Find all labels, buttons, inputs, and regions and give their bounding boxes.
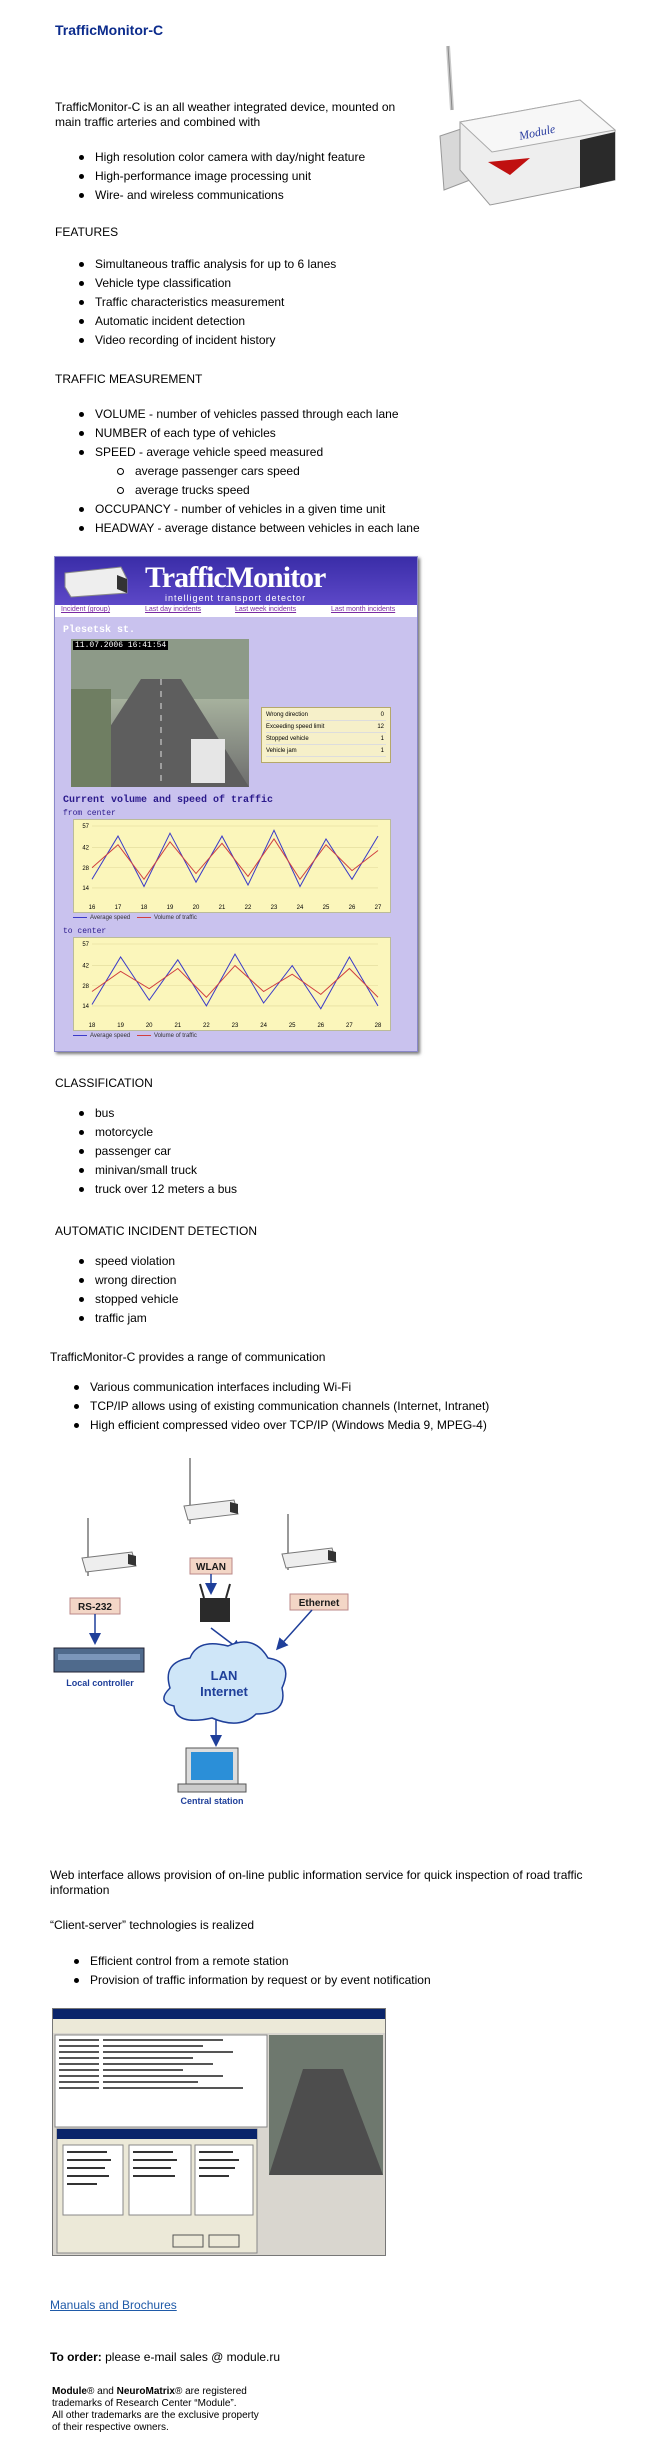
legend-volume: Volume of traffic <box>153 915 197 921</box>
camera-image <box>430 40 630 230</box>
chart-title: Current volume and speed of traffic <box>63 795 274 806</box>
y-tick-label: 28 <box>82 865 89 872</box>
x-tick-label: 24 <box>260 1023 267 1029</box>
chart-from-center <box>73 819 391 913</box>
list-item: bus <box>55 1104 455 1123</box>
list-item: Simultaneous traffic analysis for up to 6 lanes <box>55 255 455 274</box>
communication-list <box>50 1378 570 1435</box>
camera-brand: Module <box>517 121 557 143</box>
local-controller-label: Local controller <box>66 1678 134 1688</box>
list-item: High-performance image processing unit <box>55 167 455 186</box>
chart-subtitle-from: from center <box>63 809 116 818</box>
central-station-label: Central station <box>180 1796 244 1806</box>
series-line-speed <box>92 830 378 886</box>
camera-icon <box>184 1458 238 1524</box>
list-item: VOLUME - number of vehicles passed through each lane <box>55 405 475 424</box>
stat-value: 0 <box>380 712 384 718</box>
x-tick-label: 19 <box>166 905 174 911</box>
series-line-volume <box>92 839 378 879</box>
legend-speed: Average speed <box>90 915 131 921</box>
camera-icon <box>82 1518 136 1576</box>
list-item: truck over 12 meters a bus <box>55 1180 455 1199</box>
panel-header <box>55 557 417 605</box>
x-tick-label: 17 <box>114 905 122 911</box>
x-tick-label: 27 <box>346 1023 353 1029</box>
list-item: Traffic characteristics measurement <box>55 293 455 312</box>
x-tick-label: 28 <box>374 1023 382 1029</box>
measurement-heading: TRAFFIC MEASUREMENT <box>55 372 203 386</box>
x-tick-label: 23 <box>231 1023 239 1029</box>
stat-value: 12 <box>377 724 384 730</box>
x-tick-label: 16 <box>88 905 96 911</box>
wlan-label: WLAN <box>196 1562 226 1573</box>
trademark-text: trademarks of Research Center “Module”. <box>52 2398 237 2409</box>
x-tick-label: 24 <box>296 905 304 911</box>
legend-volume: Volume of traffic <box>153 1033 197 1039</box>
list-item: traffic jam <box>55 1309 455 1328</box>
client-server-text: “Client-server” technologies is realized <box>50 1918 255 1932</box>
client-list <box>50 1952 570 1990</box>
stat-value: 1 <box>380 736 384 742</box>
features-heading: FEATURES <box>55 225 119 239</box>
x-tick-label: 26 <box>317 1023 325 1029</box>
y-tick-label: 42 <box>82 845 89 852</box>
y-tick-label: 42 <box>82 963 89 970</box>
stat-value: 1 <box>380 748 384 754</box>
communication-intro: TrafficMonitor-C provides a range of communication <box>50 1350 326 1364</box>
panel-logo: TrafficMonitor <box>145 561 326 594</box>
list-item: average trucks speed <box>55 481 475 500</box>
list-item: High resolution color camera with day/night feature <box>55 148 455 167</box>
chart-to-center <box>73 937 391 1031</box>
road-camera-photo <box>71 639 249 787</box>
list-item: Wire- and wireless communications <box>55 186 455 205</box>
x-tick-label: 21 <box>218 905 226 911</box>
x-tick-label: 18 <box>140 905 148 911</box>
list-item: TCP/IP allows using of existing communication channels (Internet, Intranet) <box>50 1397 570 1416</box>
trademark-text: of their respective owners. <box>52 2422 169 2433</box>
list-item: Efficient control from a remote station <box>50 1952 570 1971</box>
list-item: motorcycle <box>55 1123 455 1142</box>
list-item: Provision of traffic information by request or by event notification <box>50 1971 570 1990</box>
chart-legend <box>73 1033 197 1039</box>
stat-label: Stopped vehicle <box>266 736 309 742</box>
list-item: average passenger cars speed <box>55 462 475 481</box>
trademark-notice <box>52 2386 352 2434</box>
list-item: Automatic incident detection <box>55 312 455 331</box>
classification-list <box>55 1104 455 1199</box>
nav-link[interactable]: Last day incidents <box>145 606 202 613</box>
incident-list <box>55 1252 455 1328</box>
local-controller-icon <box>54 1648 144 1672</box>
nav-link[interactable]: Last week incidents <box>235 606 297 613</box>
location-label: Plesetsk st. <box>63 625 136 636</box>
nav-link[interactable]: Last month incidents <box>331 606 396 613</box>
trademark-text: ® and <box>87 2386 117 2397</box>
x-tick-label: 20 <box>192 905 200 911</box>
incident-stats <box>261 707 391 763</box>
trademark-text: ® are registered <box>174 2386 247 2397</box>
wireless-router-icon <box>200 1584 230 1622</box>
features-list <box>55 255 455 350</box>
internet-label: Internet <box>200 1684 248 1699</box>
x-tick-label: 20 <box>145 1023 153 1029</box>
list-item: NUMBER of each type of vehicles <box>55 424 475 443</box>
series-line-volume <box>92 966 378 998</box>
list-item: Various communication interfaces including Wi-Fi <box>50 1378 570 1397</box>
classification-heading: CLASSIFICATION <box>55 1076 153 1090</box>
intro-text: TrafficMonitor-C is an all weather integrated device, mounted on main traffic arteries and combined with <box>55 100 396 129</box>
x-tick-label: 25 <box>288 1023 296 1029</box>
order-label: To order: <box>50 2350 102 2364</box>
list-item: minivan/small truck <box>55 1161 455 1180</box>
trademark-neuromatrix: NeuroMatrix <box>116 2386 175 2397</box>
list-item: HEADWAY - average distance between vehicles in each lane <box>55 519 475 538</box>
panel-nav <box>55 605 417 617</box>
incident-heading: AUTOMATIC INCIDENT DETECTION <box>55 1224 258 1238</box>
stat-label: Wrong direction <box>266 712 308 718</box>
list-item: passenger car <box>55 1142 455 1161</box>
manuals-link[interactable]: Manuals and Brochures <box>50 2298 177 2312</box>
x-tick-label: 19 <box>117 1023 124 1029</box>
chart-legend <box>73 915 197 921</box>
nav-link[interactable]: Incident (group) <box>61 606 111 613</box>
y-tick-label: 14 <box>82 885 89 892</box>
lan-label: LAN <box>210 1668 238 1683</box>
x-tick-label: 23 <box>270 905 278 911</box>
chart-subtitle-to: to center <box>63 927 107 936</box>
list-item: wrong direction <box>55 1271 455 1290</box>
x-tick-label: 22 <box>203 1023 210 1029</box>
list-item: Vehicle type classification <box>55 274 455 293</box>
x-tick-label: 26 <box>348 905 356 911</box>
list-item: stopped vehicle <box>55 1290 455 1309</box>
computer-icon <box>178 1748 246 1792</box>
measurement-list <box>55 405 475 538</box>
x-tick-label: 22 <box>244 905 252 911</box>
trademark-module: Module <box>52 2386 87 2397</box>
y-tick-label: 28 <box>82 983 89 990</box>
order-text: please e-mail sales @ module.ru <box>101 2350 281 2364</box>
intro-list <box>55 148 455 205</box>
list-item: OCCUPANCY - number of vehicles in a given time unit <box>55 500 475 519</box>
panel-subtitle: intelligent transport detector <box>165 593 307 603</box>
y-tick-label: 57 <box>82 824 89 830</box>
list-item: speed violation <box>55 1252 455 1271</box>
x-tick-label: 27 <box>374 905 382 911</box>
timestamp: 11.07.2006 16:41:54 <box>75 641 167 650</box>
camera-icon <box>282 1514 336 1570</box>
rs232-label: RS-232 <box>78 1602 112 1613</box>
list-item: Video recording of incident history <box>55 331 455 350</box>
x-tick-label: 25 <box>322 905 330 911</box>
order-line <box>50 2350 280 2365</box>
stat-label: Vehicle jam <box>266 748 297 754</box>
trademark-text: All other trademarks are the exclusive property <box>52 2410 259 2421</box>
ethernet-label: Ethernet <box>298 1598 340 1609</box>
list-item: SPEED - average vehicle speed measured <box>55 443 475 462</box>
traffic-monitor-web-panel <box>54 556 418 1052</box>
x-tick-label: 21 <box>174 1023 182 1029</box>
y-tick-label: 14 <box>82 1003 89 1010</box>
legend-speed: Average speed <box>90 1033 131 1039</box>
y-tick-label: 57 <box>82 942 89 948</box>
web-interface-text: Web interface allows provision of on-line public information service for quick inspection of road traffic information <box>50 1868 583 1897</box>
x-tick-label: 18 <box>88 1023 96 1029</box>
camera-icon <box>61 563 131 599</box>
page-title: TrafficMonitor-C <box>55 22 164 38</box>
stat-label: Exceeding speed limit <box>266 724 325 730</box>
list-item: High efficient compressed video over TCP/IP (Windows Media 9, MPEG-4) <box>50 1416 570 1435</box>
application-screenshot <box>52 2008 386 2256</box>
network-diagram <box>50 1458 370 1808</box>
